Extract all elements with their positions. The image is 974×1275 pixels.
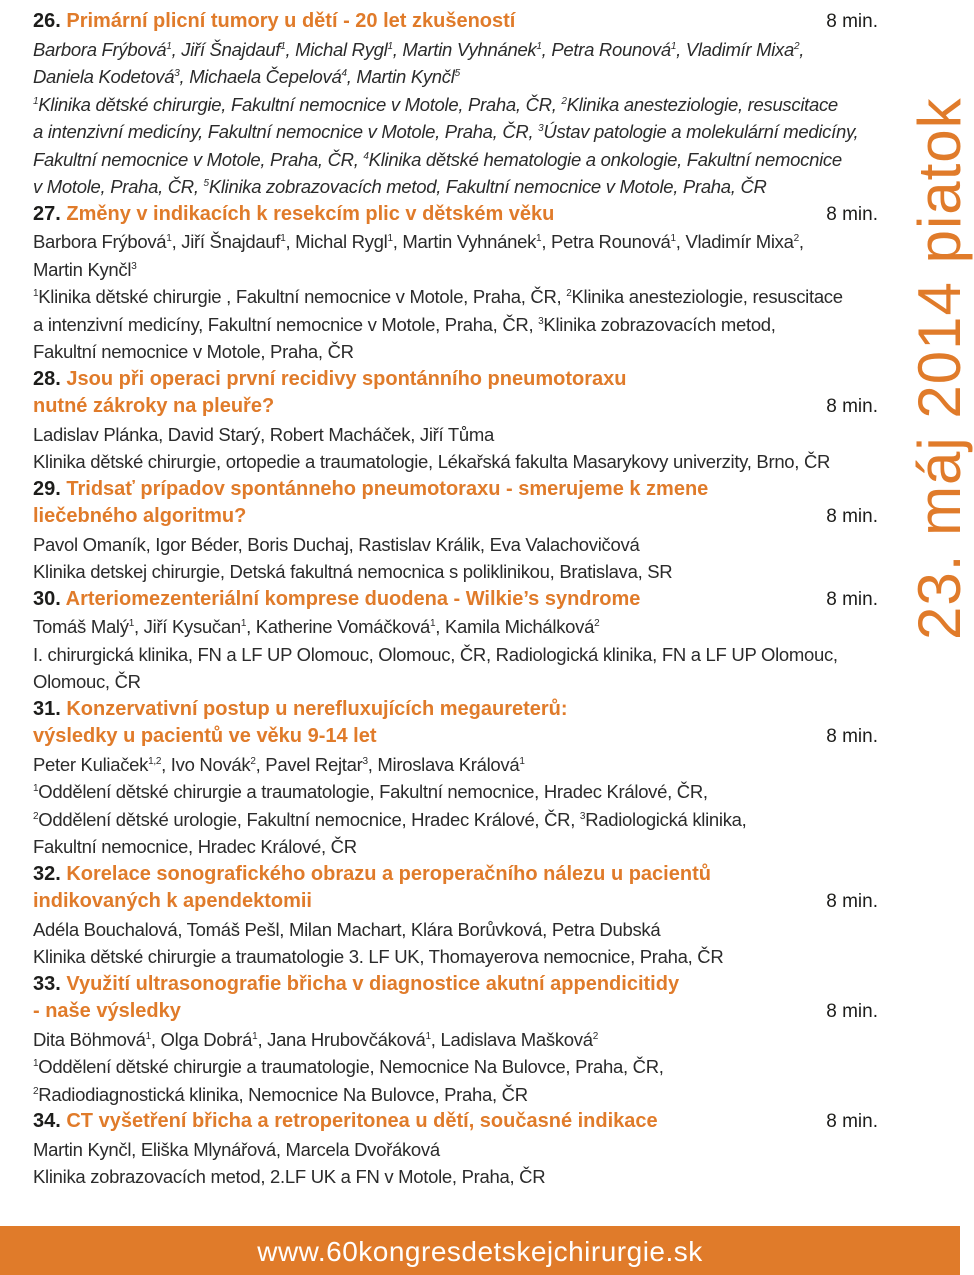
superscript-ref: 3	[174, 67, 180, 79]
entry-affiliation	[33, 778, 878, 806]
entry-title-text: CT vyšetření břicha a retroperitonea u dětí, současné indikace	[66, 1110, 658, 1132]
entry-affiliation	[33, 1163, 878, 1191]
superscript-ref: 1	[166, 40, 172, 52]
superscript-ref: 1	[670, 232, 676, 244]
entry-title-continued	[33, 998, 878, 1026]
entry-number: 31.	[33, 697, 67, 720]
entry-number: 28.	[33, 367, 67, 390]
program-entry	[33, 971, 878, 1109]
text-segment: , Pavel Rejtar	[255, 753, 363, 775]
entry-duration: 8 min.	[826, 506, 878, 527]
superscript-ref: 3	[131, 260, 137, 272]
entry-affiliation	[33, 943, 878, 971]
superscript-ref: 1	[33, 95, 39, 107]
superscript-ref: 1	[33, 782, 39, 794]
entry-authors	[33, 63, 878, 91]
text-segment: Fakultní nemocnice v Motole, Praha, ČR,	[33, 148, 364, 170]
text-segment: Klinika zobrazovacích metod, Fakultní nemocnice v Motole, Praha, ČR	[208, 176, 767, 197]
text-segment: ,	[798, 231, 804, 252]
superscript-ref: 2	[592, 1030, 598, 1042]
text-segment: Pavol Omaník, Igor Béder, Boris Duchaj, Rastislav Králik, Eva Valachovičová	[33, 533, 640, 555]
superscript-ref: 1	[430, 617, 436, 629]
superscript-ref: 1,2	[148, 755, 162, 767]
date-side-label: 23. máj 2014 piatok	[906, 97, 973, 640]
text-segment: Klinika dětské chirurgie, Fakultní nemocnice v Motole, Praha, ČR,	[38, 93, 562, 115]
entry-title-text: Korelace sonografického obrazu a peroperačního nálezu u pacientů	[66, 862, 711, 885]
entry-title	[33, 971, 878, 999]
entry-duration: 8 min.	[826, 588, 878, 610]
text-segment: Radiologická klinika,	[585, 808, 747, 830]
text-segment: Dita Böhmová	[33, 1028, 146, 1050]
text-segment: Radiodiagnostická klinika, Nemocnice Na Bulovce, Praha, ČR	[38, 1083, 528, 1105]
entry-title-text: nutné zákroky na pleuře?	[33, 395, 275, 417]
text-segment: Klinika zobrazovacích metod, 2.LF UK a FN v Motole, Praha, ČR	[33, 1166, 546, 1187]
text-segment: , Jana Hrubovčáková	[257, 1028, 426, 1050]
text-segment: , Petra Rounová	[541, 38, 671, 60]
text-segment: , Michaela Čepelová	[179, 66, 342, 87]
entry-affiliation	[33, 1081, 878, 1109]
text-segment: Oddělení dětské urologie, Fakultní nemocnice, Hradec Králové, ČR,	[38, 808, 580, 830]
superscript-ref: 2	[33, 810, 39, 822]
text-segment: Fakultní nemocnice, Hradec Králové, ČR	[33, 836, 357, 857]
entry-affiliation	[33, 311, 878, 339]
entry-title	[33, 201, 878, 229]
text-segment: ,	[799, 38, 805, 60]
text-segment: Klinika dětské chirurgie a traumatologie 3. LF UK, Thomayerova nemocnice, Praha, ČR	[33, 946, 724, 967]
text-segment: , Jiří Šnajdauf	[171, 231, 281, 252]
text-segment: Klinika anesteziologie, resuscitace	[571, 286, 843, 307]
entry-number: 32.	[33, 862, 67, 885]
text-segment: v Motole, Praha, ČR,	[33, 176, 204, 197]
superscript-ref: 1	[33, 287, 39, 299]
entry-number: 27.	[33, 202, 67, 225]
entry-title	[33, 8, 878, 36]
text-segment: Klinika detskej chirurgie, Detská fakultná nemocnica s poliklinikou, Bratislava, SR	[33, 561, 673, 582]
entry-affiliation	[33, 1053, 878, 1081]
text-segment: Klinika dětské chirurgie, ortopedie a traumatologie, Lékařská fakulta Masarykovy univerzity, Brno, ČR	[33, 451, 831, 472]
entry-authors	[33, 36, 878, 64]
text-segment: , Katherine Vomáčková	[246, 616, 431, 637]
entry-affiliation	[33, 173, 878, 201]
superscript-ref: 2	[561, 95, 567, 107]
text-segment: , Martin Kynčl	[346, 66, 455, 87]
entry-title-text: Arteriomezenteriální komprese duodena - Wilkie’s syndrome	[65, 587, 641, 610]
entry-authors	[33, 228, 878, 256]
superscript-ref: 2	[594, 617, 600, 629]
superscript-ref: 1	[166, 232, 172, 244]
superscript-ref: 1	[280, 232, 286, 244]
program-entry	[33, 8, 878, 201]
text-segment: a intenzivní medicíny, Fakultní nemocnice v Motole, Praha, ČR,	[33, 121, 539, 142]
entry-number: 30.	[33, 587, 66, 610]
text-segment: Klinika dětské hematologie a onkologie, Fakultní nemocnice	[368, 148, 842, 170]
text-segment: Oddělení dětské chirurgie a traumatologie, Nemocnice Na Bulovce, Praha, ČR,	[38, 1056, 664, 1077]
text-segment: Klinika anesteziologie, resuscitace	[566, 93, 838, 115]
footer-url[interactable]: www.60kongresdetskejchirurgie.sk	[257, 1236, 703, 1267]
entry-affiliation	[33, 668, 878, 696]
entry-number: 26.	[33, 10, 67, 32]
text-segment: , Kamila Michálková	[435, 616, 595, 637]
superscript-ref: 5	[454, 67, 460, 79]
text-segment: I. chirurgická klinika, FN a LF UP Olomouc, Olomouc, ČR, Radiologická klinika, FN a LF UP Olomouc,	[33, 643, 838, 665]
text-segment: Adéla Bouchalová, Tomáš Pešl, Milan Machart, Klára Borůvková, Petra Dubská	[33, 918, 661, 940]
entry-title-text: Změny v indikacích k resekcím plic v dětském věku	[66, 202, 555, 225]
text-segment: , Martin Vyhnánek	[392, 231, 537, 252]
text-segment: Klinika zobrazovacích metod,	[543, 313, 776, 335]
program-entry	[33, 696, 878, 861]
entry-authors	[33, 531, 878, 559]
superscript-ref: 1	[670, 40, 677, 52]
entry-duration: 8 min.	[826, 1001, 878, 1022]
entry-duration: 8 min.	[826, 203, 878, 225]
entry-duration: 8 min.	[826, 726, 878, 747]
entry-duration: 8 min.	[826, 891, 878, 912]
superscript-ref: 1	[33, 1057, 39, 1069]
program-entry	[33, 201, 878, 366]
program-entry	[33, 366, 878, 476]
superscript-ref: 3	[538, 315, 544, 327]
entry-title-text: Tridsať prípadov spontánneho pneumotoraxu - smerujeme k zmene	[66, 477, 709, 500]
entry-duration: 8 min.	[826, 1111, 878, 1132]
text-segment: , Ladislava Mašková	[430, 1028, 593, 1050]
text-segment: , Vladimír Mixa	[675, 231, 794, 252]
text-segment: Martin Kynčl	[33, 258, 132, 280]
program-entry	[33, 1108, 878, 1191]
superscript-ref: 1	[387, 40, 393, 52]
entry-number: 34.	[33, 1110, 67, 1132]
superscript-ref: 2	[566, 287, 572, 299]
entry-title-continued	[33, 723, 878, 751]
superscript-ref: 1	[280, 40, 286, 52]
superscript-ref: 4	[341, 67, 347, 79]
entry-affiliation	[33, 338, 878, 366]
entry-authors	[33, 751, 878, 779]
entry-title-text: liečebného algoritmu?	[33, 505, 247, 527]
entry-title-continued	[33, 888, 878, 916]
text-segment: , Vladimír Mixa	[676, 38, 794, 60]
text-segment: Oddělení dětské chirurgie a traumatologie, Fakultní nemocnice, Hradec Králové, ČR,	[38, 781, 708, 802]
text-segment: , Martin Vyhnánek	[392, 38, 537, 60]
entry-affiliation	[33, 91, 878, 119]
entry-affiliation	[33, 283, 878, 311]
text-segment: Fakultní nemocnice v Motole, Praha, ČR	[33, 341, 354, 362]
text-segment: , Michal Rygl	[285, 38, 388, 60]
entry-title-text: indikovaných k apendektomii	[33, 890, 312, 912]
text-segment: Ladislav Plánka, David Starý, Robert Macháček, Jiří Tůma	[33, 423, 494, 445]
entry-title-continued	[33, 393, 878, 421]
superscript-ref: 1	[387, 232, 393, 244]
superscript-ref: 1	[519, 755, 525, 767]
entry-authors	[33, 613, 878, 641]
entry-authors	[33, 1026, 878, 1054]
text-segment: , Petra Rounová	[541, 231, 671, 252]
superscript-ref: 2	[793, 40, 800, 52]
entry-title-text: výsledky u pacientů ve věku 9-14 let	[33, 725, 377, 747]
entry-duration: 8 min.	[826, 11, 878, 32]
text-segment: , Ivo Novák	[161, 753, 251, 775]
entry-affiliation	[33, 558, 878, 586]
superscript-ref: 1	[145, 1030, 151, 1042]
superscript-ref: 1	[536, 40, 542, 52]
superscript-ref: 2	[250, 755, 256, 767]
superscript-ref: 2	[33, 1085, 39, 1097]
entry-title	[33, 696, 878, 724]
text-segment: , Michal Rygl	[285, 231, 388, 252]
entry-authors	[33, 256, 878, 284]
superscript-ref: 2	[793, 232, 799, 244]
superscript-ref: 1	[128, 617, 134, 629]
text-segment: Olomouc, ČR	[33, 671, 141, 692]
text-segment: Barbora Frýbová	[33, 38, 167, 60]
text-segment: , Miroslava Králová	[367, 753, 520, 775]
superscript-ref: 1	[240, 617, 247, 629]
entry-title-text: - naše výsledky	[33, 1000, 181, 1022]
text-segment: Martin Kynčl, Eliška Mlynářová, Marcela Dvořáková	[33, 1138, 440, 1160]
superscript-ref: 3	[362, 755, 368, 767]
superscript-ref: 1	[425, 1030, 431, 1042]
superscript-ref: 5	[203, 177, 209, 189]
entry-title-text: Konzervativní postup u nerefluxujících megaureterů:	[66, 697, 568, 720]
program-entry	[33, 861, 878, 971]
text-segment: Ústav patologie a molekulární medicíny,	[543, 121, 859, 142]
entry-affiliation	[33, 448, 878, 476]
entry-affiliation	[33, 118, 878, 146]
entry-title	[33, 366, 878, 394]
entry-title	[33, 861, 878, 889]
entry-number: 33.	[33, 972, 67, 995]
entry-title-text: Využití ultrasonografie břicha v diagnostice akutní appendicitidy	[66, 972, 680, 995]
entry-affiliation	[33, 806, 878, 834]
entry-title-text: Jsou při operaci první recidivy spontánního pneumotoraxu	[66, 367, 627, 390]
text-segment: a intenzivní medicíny, Fakultní nemocnice v Motole, Praha, ČR,	[33, 313, 539, 335]
program-entry	[33, 476, 878, 586]
text-segment: Barbora Frýbová	[33, 231, 167, 252]
program-entry	[33, 586, 878, 696]
superscript-ref: 3	[579, 810, 586, 822]
entry-title-text: Primární plicní tumory u dětí - 20 let zkušeností	[66, 10, 516, 32]
entry-title	[33, 476, 878, 504]
text-segment: Peter Kuliaček	[33, 753, 149, 775]
entry-affiliation	[33, 641, 878, 669]
entry-duration: 8 min.	[826, 396, 878, 417]
text-segment: , Jiří Kysučan	[133, 616, 241, 637]
superscript-ref: 4	[363, 150, 369, 162]
entry-authors	[33, 421, 878, 449]
text-segment: Tomáš Malý	[33, 616, 129, 637]
entry-authors	[33, 1136, 878, 1164]
entry-number: 29.	[33, 477, 67, 500]
entry-authors	[33, 916, 878, 944]
text-segment: Daniela Kodetová	[33, 66, 175, 87]
entry-title-continued	[33, 503, 878, 531]
entry-title	[33, 586, 878, 614]
superscript-ref: 1	[536, 232, 542, 244]
entry-affiliation	[33, 833, 878, 861]
superscript-ref: 3	[538, 122, 544, 134]
program-list	[33, 8, 878, 1191]
text-segment: , Olga Dobrá	[150, 1028, 253, 1050]
entry-title	[33, 1108, 878, 1136]
text-segment: Klinika dětské chirurgie , Fakultní nemocnice v Motole, Praha, ČR,	[38, 286, 567, 307]
text-segment: , Jiří Šnajdauf	[171, 38, 281, 60]
entry-affiliation	[33, 146, 878, 174]
superscript-ref: 1	[252, 1030, 258, 1042]
